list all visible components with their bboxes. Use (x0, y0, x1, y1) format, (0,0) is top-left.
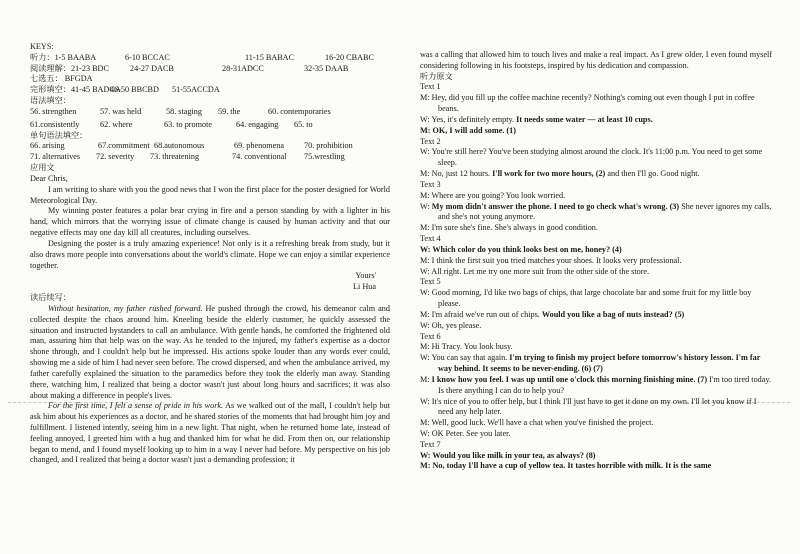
dialogue-line (420, 93, 772, 115)
line-text: M: Hi Tracy. You look busy. (420, 342, 513, 352)
answer: 63. to promote (164, 119, 212, 129)
text-heading: Text 1 (420, 82, 441, 92)
key-sentence: I'm trying to finish my project before tomorrow's history lesson. I'm far way behind. It seems to be never-ending. (6) (7) (438, 353, 761, 374)
key-sentence: Would you like a bag of nuts instead? (5) (541, 309, 685, 319)
dialogue-line (420, 147, 772, 169)
line-text: She never ignores my calls, and she's not young anymore. (438, 201, 772, 222)
keys-title: KEYS: (30, 42, 54, 51)
text-heading: Text 5 (420, 277, 441, 287)
dialogue-line (420, 267, 772, 278)
paragraph: was a calling that allowed him to touch lives and make a real impact. As I grew older, I even found myself considering following in his footsteps, inspired by his dedication and compassion. (420, 50, 772, 70)
answer-group: 51-55ACCDA (172, 85, 220, 95)
line-text: M: I'm afraid we've run out of chips. (420, 309, 542, 319)
word-answers-row (30, 152, 390, 163)
listening-script (420, 82, 772, 472)
listening-answers (30, 53, 390, 64)
answer: 72. severity (96, 152, 135, 162)
dialogue-line (420, 223, 772, 234)
dialogue-line (420, 310, 772, 321)
left-column (30, 42, 390, 466)
grammar-title: 语法填空： (30, 96, 71, 106)
key-sentence: M: OK, I will add some. (1) (420, 125, 516, 135)
listening-text-title: 听力原文 (420, 71, 453, 81)
answer-group: 16-20 CBABC (325, 52, 374, 62)
line-text: W: It's nice of you to offer help, but I think I'll just have to get it done on my own. I'll let you know if I need any help later. (420, 396, 757, 417)
line-text: I'm too tired today. Is there anything I can do to help you? (438, 374, 772, 395)
continuation-title: 读后续写： (30, 293, 71, 303)
answer: 60. contemporaries (268, 106, 331, 116)
line-text: W: You're still here? You've been studying almost around the clock. It's 11:00 p.m. You need to get some sleep. (420, 147, 763, 168)
dialogue-line (420, 202, 772, 224)
answer-group: 听力：1-5 BAABA (30, 52, 97, 62)
dialogue-line (420, 397, 772, 419)
answer: 61.consistently (30, 119, 80, 129)
dialogue-line (420, 353, 772, 375)
answer-group: 完形填空：41-45 BADCA (30, 85, 121, 95)
grammar-answers-row (30, 120, 390, 131)
dialogue-line (420, 375, 772, 397)
answer: 74. conventional (232, 152, 287, 162)
answer-group: 11-15 BABAC (245, 52, 295, 62)
key-sentence: It needs some water — at least 10 cups. (516, 114, 653, 124)
dialogue-line (420, 245, 772, 256)
line-text: M: No, just 12 hours. (420, 169, 493, 179)
paragraph: Designing the poster is a truly amazing experience! Not only is it a refreshing break from study, but it also draws more people into conversations about the world's climate. Hope we can enjoy a similar experience together. (30, 238, 390, 270)
word-answers-row (30, 141, 390, 152)
italic-lead: Without hesitation, my father rushed forward. (48, 303, 203, 313)
answer: 68.autonomous (154, 141, 205, 151)
dialogue-line (420, 288, 772, 310)
dialogue-line (420, 169, 772, 180)
dialogue-line (420, 429, 772, 440)
dialogue-line (420, 342, 772, 353)
key-sentence: My mom didn't answer the phone. I need to go check what's wrong. (3) (431, 201, 680, 211)
answer: 73. threatening (150, 152, 200, 162)
line-text: W: All right. Let me try one more suit from the other side of the store. (420, 266, 650, 276)
dialogue-line (420, 418, 772, 429)
line-text: W: You can say that again. (420, 353, 510, 363)
paragraph: My winning poster features a polar bear crying in fire and a person standing by with a lighter in his hand, which mirrors that the worrying issue of climate change is caused by human activity and that our negative effects may one day kill all creatures, including ourselves. (30, 206, 390, 238)
dialogue-line (420, 191, 772, 202)
line-text: M: Hey, did you fill up the coffee machine recently? Nothing's coming out even though I put in coffee beans. (420, 93, 755, 114)
line-text: M: I'm sure she's fine. She's always in good condition. (420, 223, 598, 233)
answer-group: 32-35 DAAB (304, 63, 349, 73)
key-sentence: I'll work for two more hours, (2) (492, 169, 606, 179)
right-column (420, 50, 772, 472)
text-heading: Text 4 (420, 234, 441, 244)
answer: 58. staging (166, 106, 202, 116)
dialogue-line (420, 115, 772, 126)
line-text: M: I think the first suit you tried matches your shoes. It looks very professional. (420, 255, 682, 265)
line-text: W: (420, 201, 432, 211)
answer-group: 6-10 BCCAC (125, 52, 170, 62)
answer: 75.wrestling (304, 152, 345, 162)
grammar-answers-row (30, 107, 390, 118)
answer: 70. prohibition (304, 141, 353, 151)
answer: 71. alternatives (30, 152, 81, 162)
answer-group: 24-27 DACB (130, 63, 174, 73)
key-sentence: W: Which color do you think looks best on me, honey? (4) (420, 244, 622, 254)
answer-group: 46-50 BBCBD (110, 85, 159, 95)
answer: 65. to (294, 119, 313, 129)
answer: 56. strengthen (30, 106, 77, 116)
line-text: M: Where are you going? You look worried. (420, 190, 566, 200)
seven-choose-five-answers: 七选五： BFGDA (30, 74, 93, 84)
answer: 64. engaging (236, 119, 279, 129)
salutation: Dear Chris, (30, 173, 68, 183)
paragraph-text: As we walked out of the mall, I couldn't help but ask him about his experiences as a doctor, and he shared stories of the moments that had brought him joy and fulfillment. I listened intently, seeing him in a new light. That night, when he returned home late, instead of feeling annoyed, I greeted him with a hug and thanked him for what he did. From then on, our relationship began to mend, and I found myself looking up to him in a way I never had before. My perspective on his job changed, and I realized that being a doctor wasn't just a demanding profession; it (30, 401, 390, 465)
answer: 67.commitment (98, 141, 150, 151)
cloze-answers (30, 85, 390, 96)
line-text: and then I'll go. Good night. (605, 169, 700, 179)
line-text: W: Oh, yes please. (420, 320, 482, 330)
paragraph (30, 304, 390, 401)
line-text: W: OK Peter. See you later. (420, 428, 511, 438)
signature-name: Li Hua (353, 282, 376, 292)
paragraph (30, 401, 390, 466)
dialogue-line (420, 126, 772, 137)
text-heading: Text 7 (420, 439, 441, 449)
line-text: M: Well, good luck. We'll have a chat when you've finished the project. (420, 418, 654, 428)
dialogue-line (420, 461, 772, 472)
text-heading: Text 6 (420, 331, 441, 341)
key-sentence: M: No, today I'll have a cup of yellow tea. It tastes horrible with milk. It is the same (420, 461, 712, 471)
key-sentence: W: Would you like milk in your tea, as always? (8) (420, 450, 596, 460)
text-heading: Text 2 (420, 136, 441, 146)
word-fill-title: 单句语法填空： (30, 130, 88, 140)
dialogue-line (420, 256, 772, 267)
line-text: W: Yes, it's definitely empty. (420, 114, 517, 124)
writing-title: 应用文 (30, 163, 55, 173)
italic-lead: For the first time, I felt a sense of pride in his work. (48, 401, 224, 411)
paragraph: I am writing to share with you the good news that I won the first place for the poster designed for World Meteorological Day. (30, 184, 390, 205)
text-heading: Text 3 (420, 179, 441, 189)
answer-group: 阅读理解：21-23 BDC (30, 63, 109, 73)
reading-answers (30, 64, 390, 75)
answer-group: 28-31ADCC (222, 63, 264, 73)
dialogue-line (420, 451, 772, 462)
answer: 57. was held (100, 106, 142, 116)
answer: 69. phenomena (234, 141, 285, 151)
line-text: W: Good morning, I'd like two bags of chips, that large chocolate bar and some fruit for my little boy please. (420, 288, 752, 309)
answer: 62. where (100, 119, 133, 129)
closing: Yours' (355, 271, 376, 281)
dialogue-line (420, 321, 772, 332)
answer: 66. arising (30, 141, 65, 151)
answer: 59. the (218, 106, 241, 116)
key-sentence: I know how you feel. I was up until one o'clock this morning finishing mine. (7) (431, 374, 708, 384)
line-text: M: (420, 374, 432, 384)
paragraph-text: He pushed through the crowd, his demeanor calm and collected despite the chaos around him. Kneeling beside the elderly customer, he quickly assessed the situation and instructed bystanders to call an ambulance. With gentle hands, he comforted the frightened old man, assuring him that help was on the way. As he tended to the injured, my father's expertise as a doctor shone through, and I couldn't help but be impressed. His actions spoke louder than any words ever could, showing me a side of him I had never seen before. The crowd dispersed, and when the ambulance arrived, my father carefully explained the situation to the paramedics before they took the elderly man away. Standing there, watching him, I realized that being a doctor wasn't just about long hours and sacrifices; it was also about making a difference in people's lives. (30, 303, 390, 400)
